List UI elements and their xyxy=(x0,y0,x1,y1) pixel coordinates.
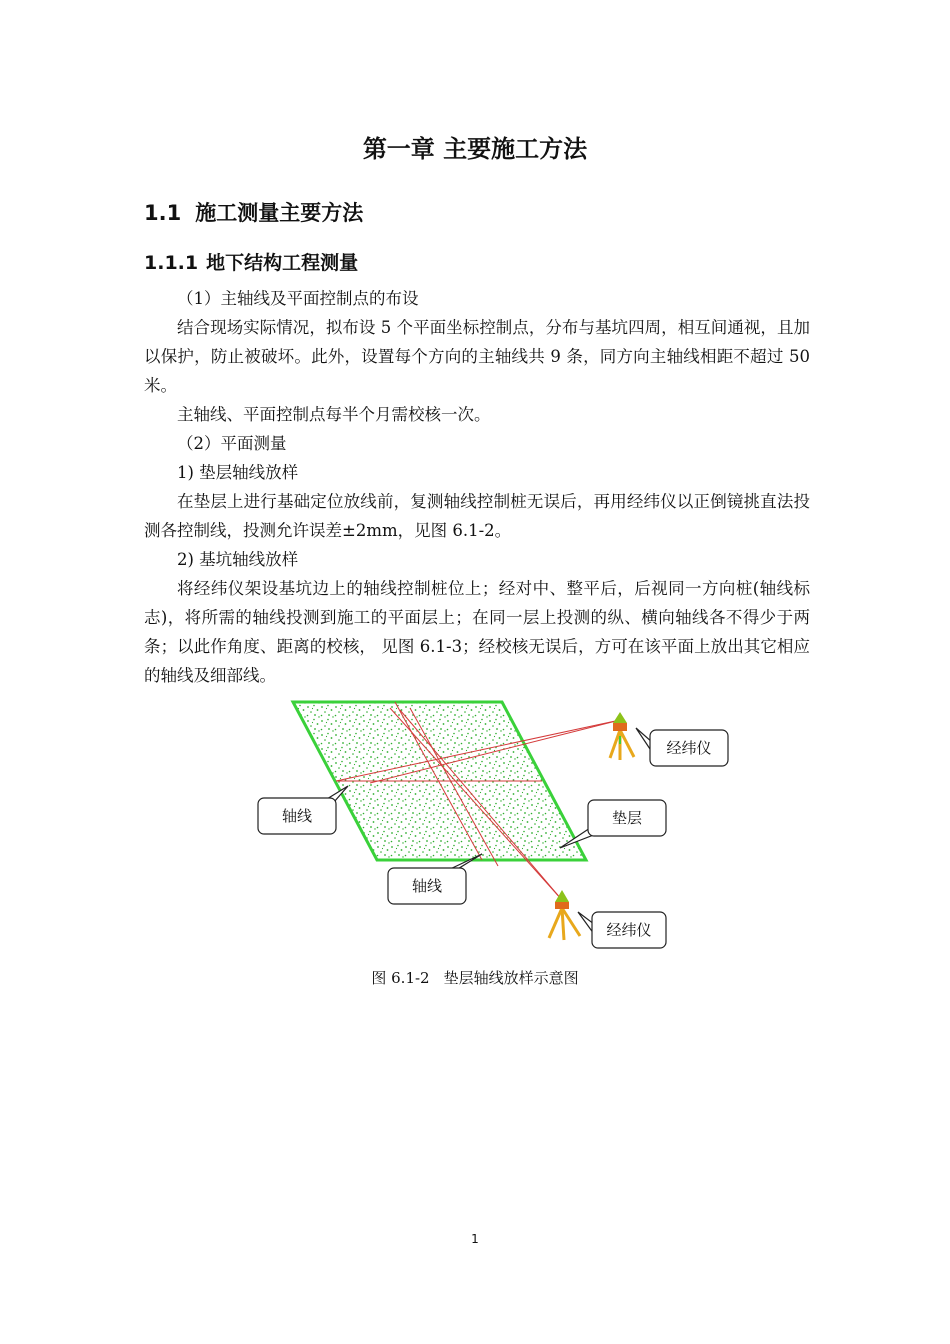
section-title-text: 施工测量主要方法 xyxy=(195,201,364,225)
section-heading xyxy=(144,198,363,228)
callout-theodolite-bottom xyxy=(578,912,666,948)
callout-cushion xyxy=(560,800,666,848)
paragraph: 将经纬仪架设基坑边上的轴线控制桩位上；经对中、整平后，后视同一方向桩(轴线标志)，将所需的轴线投测到施工的平面层上；在同一层上投测的纵、横向轴线各不得少于两条；以此作角度、距离的校核， 见图 6.1-3；经校核无误后，方可在该平面上放出其它相应的轴线及细部线。 xyxy=(144,579,810,685)
subsection-number: 1.1.1 xyxy=(144,252,199,274)
theodolite-top-icon xyxy=(610,712,634,760)
figure-caption-label: 图 6.1-2 xyxy=(371,969,430,987)
section-number: 1.1 xyxy=(144,201,182,225)
cushion-axis-layout-diagram xyxy=(250,690,740,960)
paragraph: 结合现场实际情况，拟布设 5 个平面坐标控制点，分布与基坑四周，相互间通视，且加以保护，防止被破坏。此外，设置每个方向的主轴线共 9 条，同方向主轴线相距不超过 50 米。 xyxy=(144,318,810,395)
paragraph: 主轴线、平面控制点每半个月需校核一次。 xyxy=(177,405,491,424)
label-axis-bottom: 轴线 xyxy=(411,877,443,895)
paragraph-heading-2: （2）平面测量 xyxy=(177,434,287,453)
figure-caption xyxy=(0,966,950,990)
figure-caption-text: 垫层轴线放样示意图 xyxy=(443,969,579,987)
callout-theodolite-top xyxy=(636,728,728,766)
paragraph-subheading-1: 1) 垫层轴线放样 xyxy=(177,463,299,482)
callout-axis-left xyxy=(258,786,348,834)
label-theodolite-bottom: 经纬仪 xyxy=(606,921,652,939)
chapter-title: 第一章 主要施工方法 xyxy=(362,135,588,163)
theodolite-bottom-icon xyxy=(549,890,580,940)
paragraph: 在垫层上进行基础定位放线前，复测轴线控制桩无误后，再用经纬仪以正倒镜挑直法投测各控制线，投测允许误差±2mm，见图 6.1-2。 xyxy=(144,492,810,540)
label-cushion: 垫层 xyxy=(611,809,643,827)
subsection-heading xyxy=(144,249,358,277)
page-number: 1 xyxy=(471,1232,479,1246)
paragraph-heading-1: （1）主轴线及平面控制点的布设 xyxy=(177,289,419,308)
paragraph-subheading-2: 2) 基坑轴线放样 xyxy=(177,550,299,569)
subsection-title-text: 地下结构工程测量 xyxy=(206,252,359,274)
label-axis-left: 轴线 xyxy=(281,807,313,825)
label-theodolite-top: 经纬仪 xyxy=(666,739,712,757)
body-text xyxy=(144,284,810,690)
